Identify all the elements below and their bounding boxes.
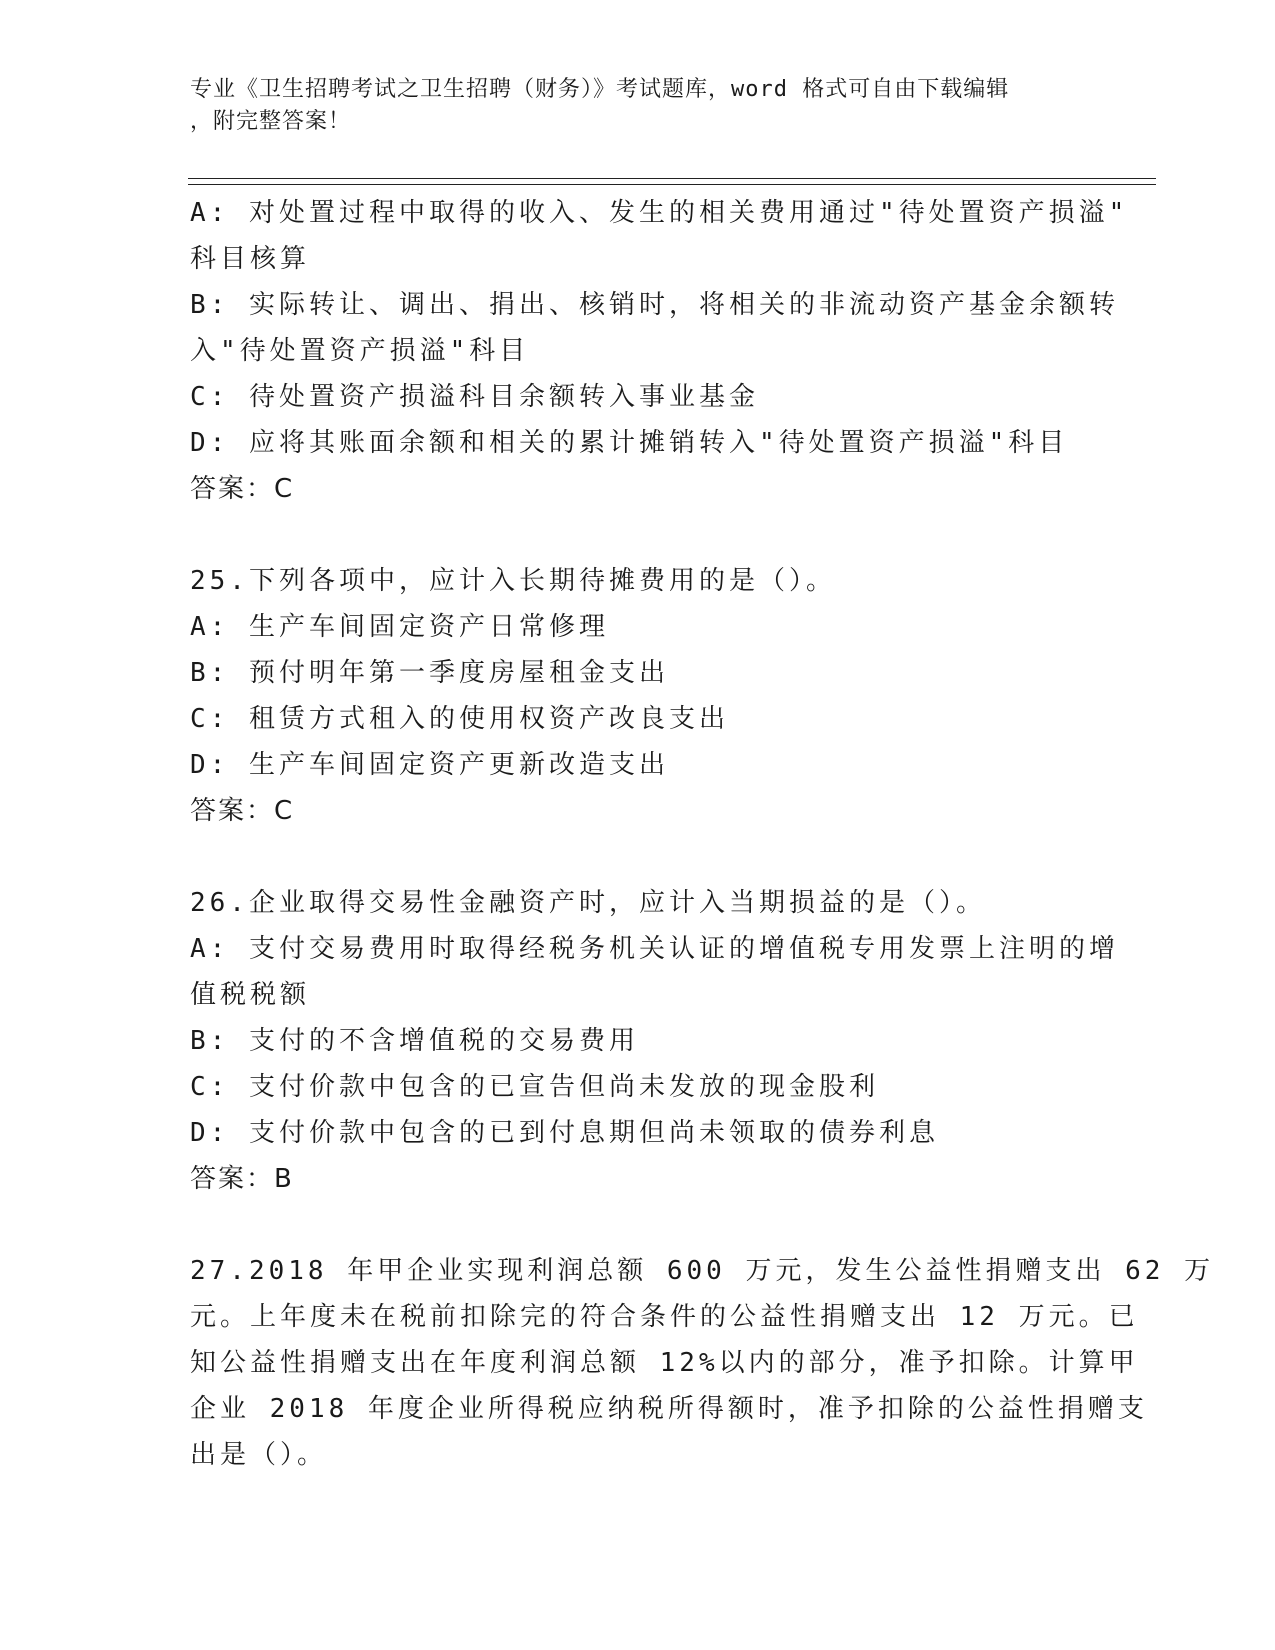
- spacer: [190, 1202, 1090, 1248]
- question-27: [190, 1248, 1215, 1478]
- q26-option-c: C: 支付价款中包含的已宣告但尚未发放的现金股利: [190, 1072, 879, 1102]
- header-double-rule: [188, 178, 1156, 185]
- q27-stem-line-5: 出是（）。: [190, 1440, 328, 1470]
- question-26: [190, 880, 1119, 1202]
- q26-option-b: B: 支付的不含增值税的交易费用: [190, 1026, 639, 1056]
- q25-stem: 25.下列各项中，应计入长期待摊费用的是（）。: [190, 566, 836, 596]
- q24-option-c: C: 待处置资产损溢科目余额转入事业基金: [190, 382, 759, 412]
- q26-option-a-line-1: A: 支付交易费用时取得经税务机关认证的增值税专用发票上注明的增: [190, 934, 1119, 964]
- q24-option-a-line-1: A: 对处置过程中取得的收入、发生的相关费用通过"待处置资产损溢": [190, 198, 1129, 228]
- document-header: [190, 74, 1090, 138]
- q27-stem-line-4: 企业 2018 年度企业所得税应纳税所得额时，准予扣除的公益性捐赠支: [190, 1394, 1148, 1424]
- q24-option-b-line-1: B: 实际转让、调出、捐出、核销时，将相关的非流动资产基金余额转: [190, 290, 1119, 320]
- document-body: [190, 190, 1215, 1478]
- q26-answer: 答案：B: [190, 1164, 294, 1194]
- q25-option-a: A: 生产车间固定资产日常修理: [190, 612, 609, 642]
- q25-option-c: C: 租赁方式租入的使用权资产改良支出: [190, 704, 729, 734]
- q24-option-b-line-2: 入"待处置资产损溢"科目: [190, 336, 530, 366]
- q24-option-a-line-2: 科目核算: [190, 244, 311, 274]
- question-24: [190, 190, 1129, 512]
- q27-stem-line-2: 元。上年度未在税前扣除完的符合条件的公益性捐赠支出 12 万元。已: [190, 1302, 1139, 1332]
- q27-stem-line-3: 知公益性捐赠支出在年度利润总额 12%以内的部分，准予扣除。计算甲: [190, 1348, 1139, 1378]
- q26-stem: 26.企业取得交易性金融资产时，应计入当期损益的是（）。: [190, 888, 986, 918]
- spacer: [190, 834, 1090, 880]
- q24-option-d: D: 应将其账面余额和相关的累计摊销转入"待处置资产损溢"科目: [190, 428, 1069, 458]
- question-25: [190, 558, 1090, 834]
- header-line-1: 专业《卫生招聘考试之卫生招聘（财务）》考试题库，word 格式可自由下载编辑: [190, 77, 1010, 102]
- q24-answer: 答案：C: [190, 474, 295, 504]
- spacer: [190, 512, 1090, 558]
- q25-answer: 答案：C: [190, 796, 295, 826]
- q27-stem-line-1: 27.2018 年甲企业实现利润总额 600 万元，发生公益性捐赠支出 62 万: [190, 1256, 1215, 1286]
- header-line-2: ，附完整答案！: [190, 109, 352, 134]
- q25-option-b: B: 预付明年第一季度房屋租金支出: [190, 658, 669, 688]
- q26-option-a-line-2: 值税税额: [190, 980, 311, 1010]
- q26-option-d: D: 支付价款中包含的已到付息期但尚未领取的债券利息: [190, 1118, 939, 1148]
- q25-option-d: D: 生产车间固定资产更新改造支出: [190, 750, 669, 780]
